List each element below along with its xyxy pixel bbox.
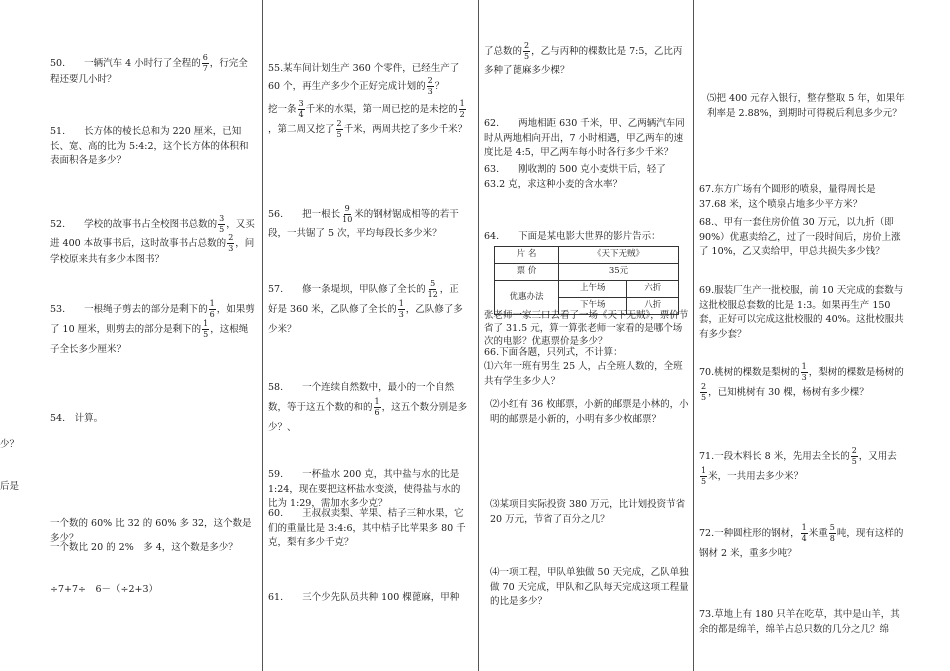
table-cell: 优惠办法 [495,281,559,315]
column-divider-1 [262,0,263,671]
question-62: 62. 两地相距 630 千米，甲、乙两辆汽车同时从两地相向开出，7 小时相遇，甲乙两车的速度比是 4:5，甲乙两车每小时各行多少千米？ [484,118,685,159]
table-cell: 上午场 [559,281,627,298]
table-cell: 片 名 [495,247,559,264]
question-66-3: ⑶某项目实际投资 380 万元，比计划投资节省 20 万元，节省了百分之几？ [490,499,686,525]
question-67: 67.东方广场有个圆形的喷泉，量得周长是 37.68 米，这个喷泉占地多少平方米？ [699,184,876,210]
question-55: 55.某车间计划生产 360 个零件，已经生产了 60 个，再生产多少个正好完成计划的 $\frac{2}{3}$ ？ [268,63,460,96]
question-66-2: ⑵小红有 36 枚邮票，小新的邮票是小林的，小明的邮票是小新的，小明有多少枚邮票？ [490,399,689,425]
edge-fragment-1: 少？ [0,439,20,450]
question-64: 64. 下面是某电影大世界的影片告示： [484,231,661,242]
question-51: 51. 长方体的棱长总和为 220 厘米，已知长、宽、高的比为 5:4:2，这个长方体的体积和表面积各是多少？ [50,126,249,167]
question-66-5: ⑸把 400 元存入银行，整存整取 5 年，如果年利率是 2.88%，到期时可得税后利息多少元？ [707,93,905,119]
question-50: 50. 一辆汽车 4 小时行了全程的 $\frac{6}{7}$ ，行完全程还要几小时？ [50,53,248,85]
question-55b: 挖一条 $\frac{3}{4}$ 千米的水渠，第一周已挖的是未挖的 $\frac{1}{2}$ ，第二周又挖了 $\frac{2}{5}$ 千米，两周共挖了多少千米？ [268,99,468,139]
fraction: $\frac{6}{7}$ [202,53,208,73]
question-70: 70.桃树的棵数是梨树的 $\frac{1}{3}$ ，梨树的棵数是杨树的 $\frac{2}{5}$ ，已知桃树有 30 棵，杨树有多少棵？ [699,362,904,402]
question-66-4: ⑷一项工程，甲队单独做 50 天完成，乙队单独做 70 天完成，甲队和乙队每天完成这项工程量的比是多少？ [490,567,689,608]
question-66: 66.下面各题，只列式，不计算： [484,347,623,358]
question-69: 69.服装厂生产一批校服，前 10 天完成的套数与这批校服总套数的比是 1:3。如果再生产 150 套，正好可以完成这批校服的 40%。这批校服共有多少套？ [699,285,904,341]
question-66-1: ⑴六年一班有男生 25 人，占全班人数的，全班共有学生多少人？ [484,361,683,387]
question-61: 61. 三个少先队员共种 100 棵蓖麻，甲种 [268,592,460,603]
question-56: 56. 把一根长 $\frac{9}{10}$ 米的钢材锯成相等的若干段，一共锯了 5 次，平均每段长多少米？ [268,204,459,239]
exercise-3: ÷7+7÷ 6－（÷2+3） [50,584,159,595]
table-cell: 八折 [627,298,679,315]
question-57: 57. 修一条堤坝，甲队修了全长的 $\frac{5}{12}$ ，正好是 360 米，乙队修了全长的 $\frac{1}{3}$ ，乙队修了多少米？ [268,279,463,335]
table-cell: 35元 [559,264,679,281]
question-60: 60. 王叔叔卖梨、苹果、桔子三种水果，它们的重量比是 3:4:6，其中桔子比苹果多 80 千克，梨有多少千克？ [268,508,466,549]
question-61-continued: 了总数的 $\frac{2}{5}$ ，乙与丙种的棵数比是 7:5，乙比丙多种了蓖麻多少棵？ [484,41,683,76]
question-53: 53. 一根绳子剪去的部分是剩下的 $\frac{1}{6}$ ，如果剪了 10 厘米，则剪去的部分是剩下的 $\frac{1}{5}$ ，这根绳子全长多少厘米？ [50,299,255,355]
question-68: 68.、甲有一套住房价值 30 万元，以九折（即 90%）优惠卖给乙，过了一段时间后，房价上涨了 10%，乙又卖给甲，甲总共损失多少钱？ [699,217,901,258]
column-divider-2 [478,0,479,671]
question-58: 58. 一个连续自然数中，最小的一个自然数，等于这五个数的和的 $\frac{1}{6}$ ，这五个数分别是多少？、 [268,382,468,433]
table-cell: 票 价 [495,264,559,281]
question-63: 63. 刚收割的 500 克小麦烘干后，轻了 63.2 克，求这种小麦的含水率？ [484,164,666,190]
question-54: 54. 计算。 [50,413,104,424]
edge-fragment-2: 后是 [0,481,20,492]
question-64-body: 张老师一家三口去看了一场《天下无贼》，票价节省了 31.5 元，算一算张老师一家看的是哪个场次的电影？优惠票价是多少？ [484,310,689,347]
movie-notice-table [494,246,679,315]
question-73: 73.草地上有 180 只羊在吃草，其中是山羊，其余的都是绵羊，绵羊占总只数的几分之几？绵 [699,609,900,635]
question-72: 72.一种圆柱形的钢材， $\frac{1}{4}$ 米重 $\frac{5}{8}$ 吨，现有这样的钢材 2 米，重多少吨？ [699,523,904,559]
table-cell: 六折 [627,281,679,298]
exercise-2: 一个数比 20 的 2% 多 4，这个数是多少？ [50,542,238,553]
question-59: 59. 一杯盐水 200 克，其中盐与水的比是 1:24，现在要把这杯盐水变淡，使得盐与水的比为 1:29，需加水多少克？ [268,469,461,510]
table-cell: 下午场 [559,298,627,315]
question-52: 52. 学校的故事书占全校图书总数的 $\frac{3}{5}$ ，又买进 400 本故事书后，这时故事书占总数的 $\frac{2}{3}$ ，问学校原来共有多少本图书？ [50,214,255,265]
question-71: 71.一段木料长 8 米，先用去全长的 $\frac{2}{5}$ ，又用去 $\frac{1}{5}$ 米，一共用去多少米？ [699,446,897,486]
exercise-1: 一个数的 60% 比 32 的 60% 多 32，这个数是多少？ [50,518,252,544]
table-cell: 《天下无贼》 [559,247,679,264]
column-divider-3 [693,0,694,671]
